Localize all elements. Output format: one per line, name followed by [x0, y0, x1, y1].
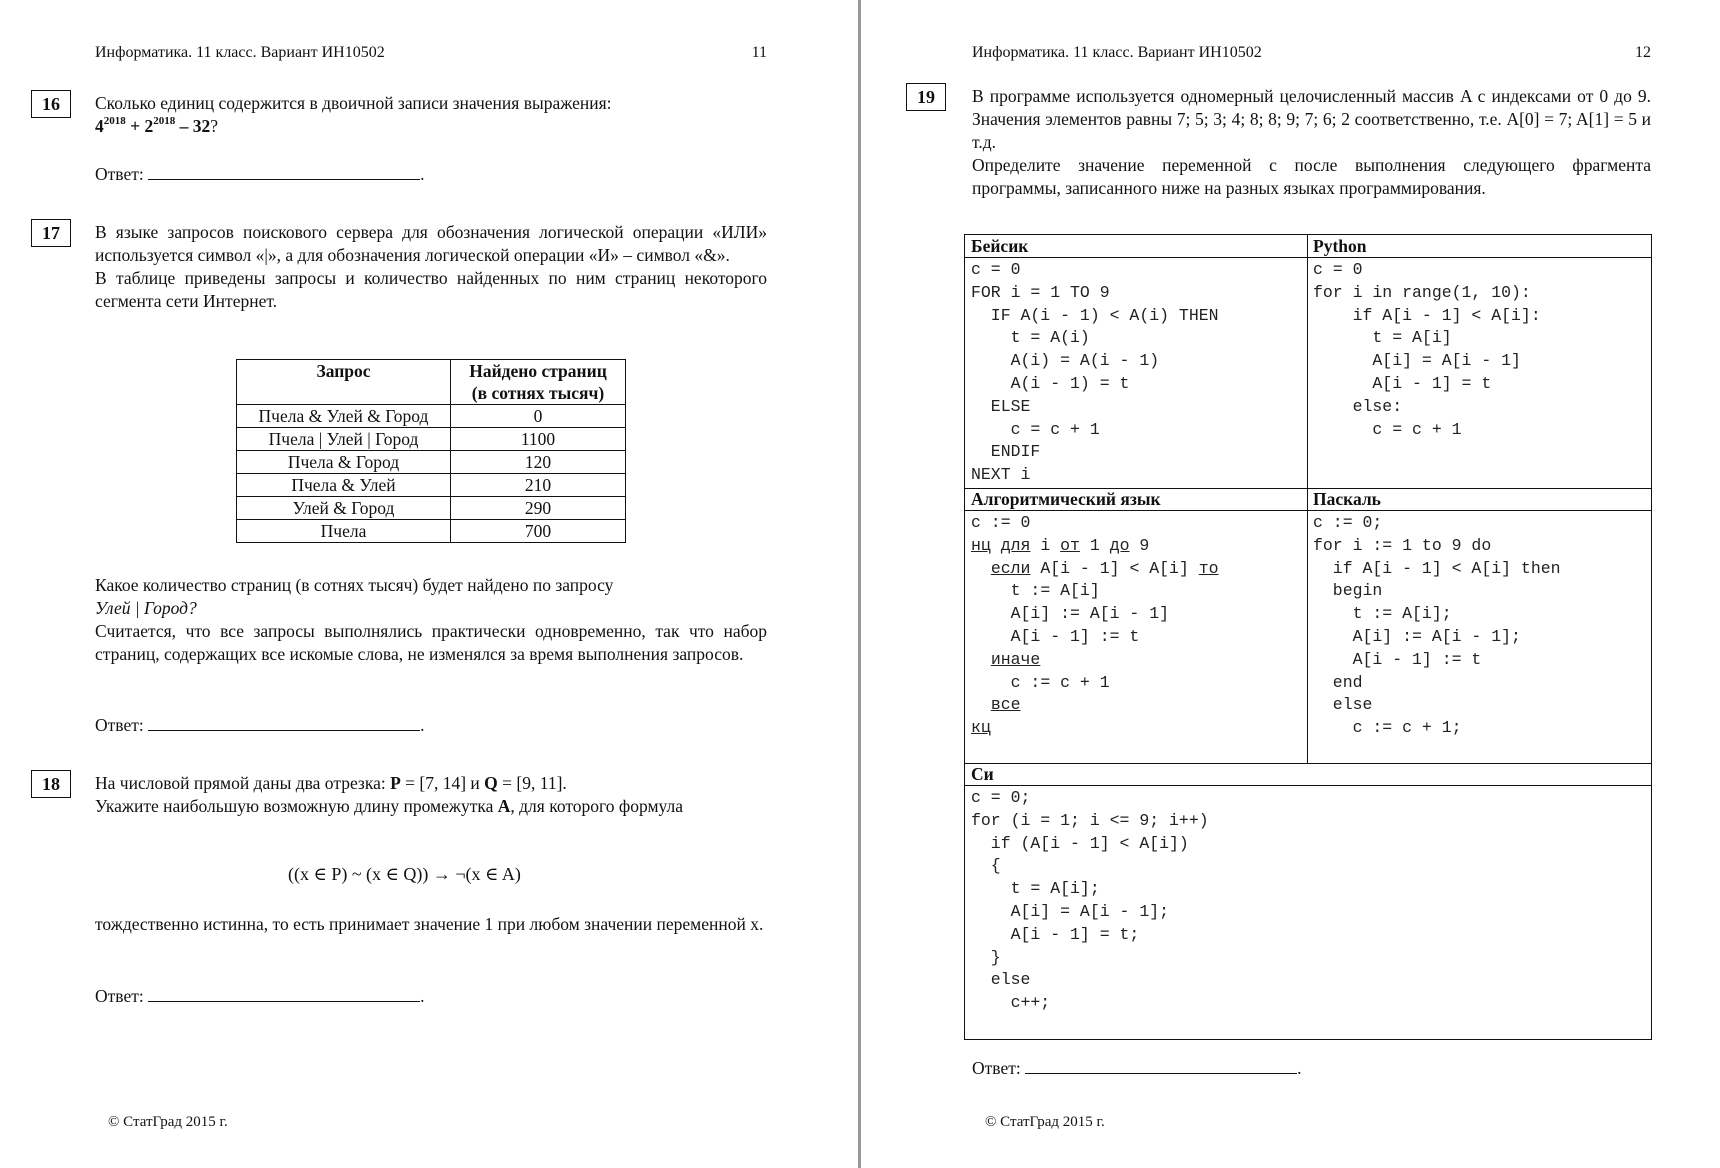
q18-p1-a: На числовой прямой даны два отрезка:: [95, 773, 391, 793]
code-token: 1: [1079, 535, 1110, 555]
q17-paragraph-3: [95, 574, 767, 620]
cell-count: 700: [451, 520, 626, 543]
q17-answer[interactable]: Ответ: .: [95, 715, 425, 735]
code-cell-algo: [965, 488, 1307, 763]
expr-question-mark: ?: [210, 116, 219, 136]
code-cell-basic: [965, 235, 1307, 488]
q19-paragraph-1: В программе используется одномерный целочисленный массив A с индексами от 0 до 9. Значения элементов равны 7; 5; 3; 4; 8; 8; 9; 7; 6; 2 соответственно, т.е. A[0] = 7; A[1] = 5 и т.д.: [972, 86, 1651, 152]
code-python: c = 0 for i in range(1, 10): if A[i - 1] < A[i]: t = A[i] A[i] = A[i - 1] A[i - 1] = t else: c = c + 1: [1313, 260, 1541, 439]
answer-line[interactable]: [148, 714, 420, 731]
table-header-count: [451, 360, 626, 405]
cell-query: Пчела & Улей & Город: [237, 405, 451, 428]
table-header-query: Запрос: [237, 360, 451, 405]
question-number-17: 17: [31, 219, 71, 247]
keyword: иначе: [990, 649, 1041, 669]
q18-intro: [95, 772, 767, 818]
code-line: c := c + 1: [1010, 672, 1110, 692]
answer-line[interactable]: [1025, 1057, 1297, 1074]
q16-answer[interactable]: Ответ: .: [95, 164, 425, 184]
page-header: Информатика. 11 класс. Вариант ИН10502: [95, 44, 385, 61]
keyword: кц: [971, 718, 991, 738]
keyword: то: [1198, 558, 1219, 578]
copyright: © СтатГрад 2015 г.: [985, 1114, 1105, 1130]
code-basic: c = 0 FOR i = 1 TO 9 IF A(i - 1) < A(i) THEN t = A(i) A(i) = A(i - 1) A(i - 1) = t ELSE c = c + 1 ENDIF NEXT i: [971, 260, 1219, 485]
expr-base: 2: [144, 116, 154, 136]
table-row: [237, 451, 626, 474]
code-cell-python: [1307, 235, 1651, 488]
q18-paragraph-1: [95, 772, 767, 795]
code-line: c := 0: [971, 513, 1031, 532]
keyword: для: [1000, 535, 1031, 555]
code-line: A[i - 1] := t: [1010, 626, 1140, 646]
q17-query-table: [236, 359, 626, 543]
keyword: если: [990, 558, 1031, 578]
q19-code-table: [964, 234, 1652, 1040]
answer-label: Ответ:: [95, 986, 144, 1006]
cell-query: Пчела | Улей | Город: [237, 428, 451, 451]
q18-paragraph-2: [95, 795, 767, 818]
copyright: © СтатГрад 2015 г.: [108, 1114, 228, 1130]
q18-p1-Q: Q: [484, 773, 498, 793]
q17-p3-query: Улей | Город: [95, 598, 188, 618]
answer-label: Ответ:: [95, 164, 144, 184]
cell-count: 1100: [451, 428, 626, 451]
code-cell-c: [965, 763, 1651, 1039]
expr-exponent: 2018: [153, 115, 176, 127]
code-token: 9: [1129, 535, 1150, 555]
cell-query: Пчела: [237, 520, 451, 543]
left-page: [0, 0, 858, 1168]
cell-count: 120: [451, 451, 626, 474]
q17-intro: [95, 221, 767, 313]
page-header: Информатика. 11 класс. Вариант ИН10502: [972, 44, 1262, 61]
q16-expression: [95, 115, 767, 138]
cell-query: Пчела & Город: [237, 451, 451, 474]
table-header-row: [237, 360, 626, 405]
q16-prompt: Сколько единиц содержится в двоичной записи значения выражения:: [95, 93, 612, 113]
page-number: 12: [1635, 44, 1651, 61]
expr-tail: – 32: [175, 116, 211, 136]
expr-base: 4: [95, 116, 104, 136]
code-line: A[i] := A[i - 1]: [1010, 604, 1170, 624]
q19-answer[interactable]: Ответ: .: [972, 1058, 1302, 1078]
q18-paragraph-3: тождественно истинна, то есть принимает значение 1 при любом значении переменной x.: [95, 914, 764, 934]
keyword: нц: [971, 535, 991, 555]
header-line-1: Найдено страниц: [469, 361, 607, 381]
keyword: до: [1109, 535, 1130, 555]
q18-p1-b: = [7, 14] и: [400, 773, 485, 793]
lang-label-basic: Бейсик: [965, 235, 1307, 258]
keyword: все: [990, 695, 1021, 715]
q19-paragraph-2: Определите значение переменной c после выполнения следующего фрагмента программы, записанного ниже на разных языках программирования.: [972, 155, 1651, 198]
q17-paragraph-4: Считается, что все запросы выполнялись практически одновременно, так что набор страниц, содержащих все искомые слова, не изменялся за время выполнения запросов.: [95, 621, 767, 664]
lang-label-python: Python: [1307, 235, 1651, 258]
table-row: [237, 497, 626, 520]
answer-label: Ответ:: [972, 1058, 1021, 1078]
q17-paragraph-1: В языке запросов поискового сервера для обозначения логической операции «ИЛИ» используется символ «|», а для обозначения логической операции «И» – символ «&».: [95, 222, 767, 265]
cell-query: Улей & Город: [237, 497, 451, 520]
code-line: t := A[i]: [1010, 581, 1100, 601]
cell-count: 210: [451, 474, 626, 497]
q17-p3-mark: ?: [187, 598, 197, 618]
q18-p1-P: P: [390, 773, 401, 793]
question-number-19: 19: [906, 83, 946, 111]
code-token: i: [1030, 535, 1061, 555]
cell-count: 290: [451, 497, 626, 520]
expr-exponent: 2018: [103, 115, 126, 127]
q18-p2-A: A: [497, 796, 511, 816]
keyword: от: [1060, 535, 1080, 555]
question-number-18: 18: [31, 770, 71, 798]
q17-question: [95, 574, 767, 666]
q17-p3-text: Какое количество страниц (в сотнях тысяч) будет найдено по запросу: [95, 575, 614, 595]
table-row: [237, 520, 626, 543]
table-row: [237, 428, 626, 451]
lang-label-c: Си: [965, 763, 1651, 786]
q16-text: [95, 92, 767, 138]
q19-intro: [972, 85, 1651, 200]
header-line-2: (в сотнях тысяч): [471, 383, 605, 403]
lang-label-pascal: Паскаль: [1307, 488, 1651, 511]
question-number-16: 16: [31, 90, 71, 118]
code-pascal: c := 0; for i := 1 to 9 do if A[i - 1] < A[i] then begin t := A[i]; A[i] := A[i - 1]; A[i - 1] := t end else c := c + 1;: [1313, 513, 1561, 738]
q18-p1-c: = [9, 11].: [497, 773, 567, 793]
lang-label-algo: Алгоритмический язык: [965, 488, 1307, 511]
cell-count: 0: [451, 405, 626, 428]
answer-line[interactable]: [148, 985, 420, 1002]
expr-op: +: [125, 116, 145, 136]
answer-label: Ответ:: [95, 715, 144, 735]
table-row: [237, 474, 626, 497]
cell-query: Пчела & Улей: [237, 474, 451, 497]
code-cell-pascal: [1307, 488, 1651, 763]
code-token: A[i - 1] < A[i]: [1030, 558, 1199, 578]
q18-answer[interactable]: Ответ: .: [95, 986, 425, 1006]
page-number: 11: [751, 44, 767, 61]
q18-p2-b: , для которого формула: [510, 796, 683, 816]
code-algo: [965, 511, 1307, 740]
q18-formula: ((x ∈ P) ~ (x ∈ Q)) → ¬(x ∈ A): [288, 864, 521, 884]
q18-p2-a: Укажите наибольшую возможную длину промежутка: [95, 796, 498, 816]
q17-paragraph-2: В таблице приведены запросы и количество найденных по ним страниц некоторого сегмента сети Интернет.: [95, 268, 767, 311]
answer-line[interactable]: [148, 163, 420, 180]
table-row: [237, 405, 626, 428]
code-c: c = 0; for (i = 1; i <= 9; i++) if (A[i - 1] < A[i]) { t = A[i]; A[i] = A[i - 1]; A[i - 1] = t; } else c++;: [971, 788, 1209, 1013]
